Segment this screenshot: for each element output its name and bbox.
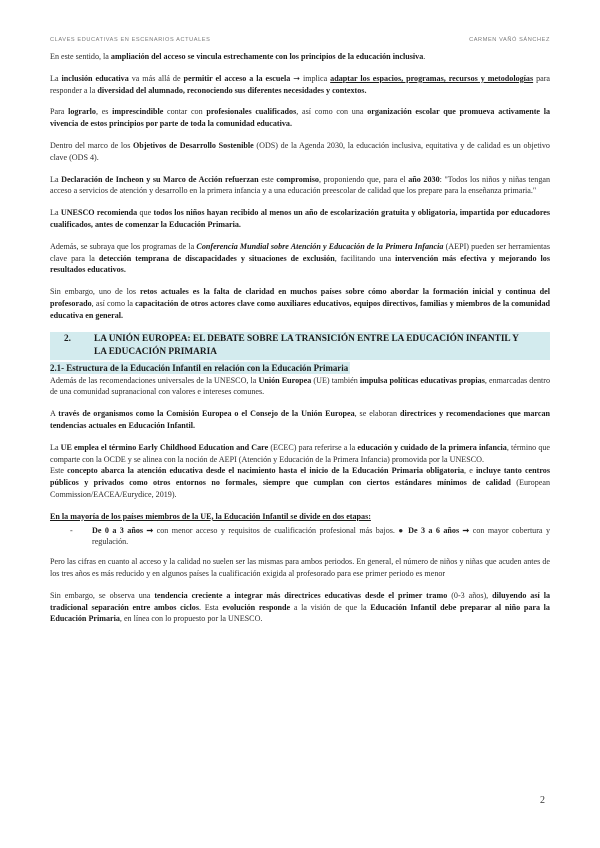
section-title-line-1: LA UNIÓN EUROPEA: EL DEBATE SOBRE LA TRANSICIÓN ENTRE LA EDUCACIÓN INFANTIL Y <box>94 333 519 344</box>
paragraph-15: Sin embargo, se observa una tendencia creciente a integrar más directrices educativas desde el primer tramo (0-3 años), diluyendo así la tradicional separación entre ambos ciclos. Esta evolución responde a la visión de que la Educación Infantil debe preparar al niño para la Educación Primaria, en línea con lo propuesto por la UNESCO. <box>50 590 551 624</box>
paragraph-1: En este sentido, la ampliación del acceso se vincula estrechamente con los principios de la educación inclusiva. <box>50 52 426 61</box>
paragraph-12: Este concepto abarca la atención educativa desde el nacimiento hasta el inicio de la Educación Primaria obligatoria, e incluye tanto centros públicos y privados como otros entornos no formales, siempre que cumplan con ciertos estándares mínimos de calidad (European Commission/EACEA/Eurydice, 2019). <box>50 466 551 499</box>
bullet-icon: ● <box>398 525 405 535</box>
paragraph-5: La Declaración de Incheon y su Marco de Acción refuerzan este compromiso, proponiendo que, para el año 2030: "Todos los niños y niñas tengan acceso a servicios de atención y desarrollo en la primera infancia y a una educación preescolar de calidad que los prepare para la enseñanza primaria." <box>50 174 551 196</box>
paragraph-4: Dentro del marco de los Objetivos de Desarrollo Sostenible (ODS) de la Agenda 2030, la educación inclusiva, equitativa y de calidad es un objetivo clave (ODS 4). <box>50 140 550 162</box>
section-heading <box>50 332 550 360</box>
paragraph-6: La UNESCO recomienda que todos los niños hayan recibido al menos un año de escolarización gratuita y obligatoria, impartida por educadores cualificados, antes de comenzar la Educación Primaria. <box>50 208 551 229</box>
section-number: 2. <box>64 333 71 344</box>
running-header <box>50 37 550 47</box>
subsection-heading: 2.1- Estructura de la Educación Infantil en relación con la Educación Primaria <box>50 362 349 373</box>
paragraph-3: Para lograrlo, es imprescindible contar con profesionales cualificados, así como con una organización escolar que promueva activamente la vivencia de estos principios por parte de toda la comunidad educativa. <box>50 107 550 129</box>
paragraph-13: En la mayoría de los países miembros de la UE, la Educación Infantil se divide en dos etapas: <box>50 511 371 521</box>
document-page <box>50 0 550 848</box>
stages-list <box>50 525 550 549</box>
paragraph-2: La inclusión educativa va más allá de permitir el acceso a la escuela ➞ implica adaptar los espacios, programas, recursos y metodologías para responder a la diversidad del alumnado, reconociendo sus diferentes necesidades y contextos. <box>50 73 551 95</box>
page-number: 2 <box>540 795 545 806</box>
list-item: - De 0 a 3 años ➞ con menor acceso y requisitos de cualificación profesional más bajos. ● De 3 a 6 años ➞ con mayor cobertura y regulación. <box>70 525 550 547</box>
paragraph-11: La UE emplea el término Early Childhood Education and Care (ECEC) para referirse a la educación y cuidado de la primera infancia, término que comparte con la OCDE y se alinea con la noción de AEPI (Atención y Educación de la Primera Infancia) promovida por la UNESCO. <box>50 442 550 464</box>
paragraph-10: A través de organismos como la Comisión Europea o el Consejo de la Unión Europea, se elaboran directrices y recomendaciones que marcan tendencias actuales en Educación Infantil. <box>50 409 550 430</box>
paragraph-8: Sin embargo, uno de los retos actuales es la falta de claridad en muchos países sobre cómo abordar la formación inicial y continua del profesorado, así como la capacitación de otros actores clave como auxiliares educativos, equipos directivos, familias y miembros de la comunidad educativa en general. <box>50 287 550 320</box>
section-title-line-2: LA EDUCACIÓN PRIMARIA <box>94 346 217 357</box>
header-course-title: CLAVES EDUCATIVAS EN ESCENARIOS ACTUALES <box>50 37 211 43</box>
page-body <box>50 51 550 635</box>
paragraph-9: Además de las recomendaciones universales de la UNESCO, la Unión Europea (UE) también impulsa políticas educativas propias, enmarcadas dentro de una comunidad supranacional con valores e intereses comunes. <box>50 375 550 397</box>
paragraph-7: Además, se subraya que los programas de la Conferencia Mundial sobre Atención y Educación de la Primera Infancia (AEPI) pueden ser herramientas clave para la detección temprana de discapacidades y situaciones de exclusión, facilitando una intervención más efectiva y mejorando los resultados educativos. <box>50 241 551 275</box>
header-author: CARMEN VAÑÓ SÁNCHEZ <box>469 37 550 43</box>
paragraph-14: Pero las cifras en cuanto al acceso y la calidad no suelen ser las mismas para ambos periodos. En general, el número de niños y niñas que acuden antes de los tres años es más reducido y en algunos países la cualificación exigida al profesorado para ese primer periodo es menor <box>50 557 550 578</box>
